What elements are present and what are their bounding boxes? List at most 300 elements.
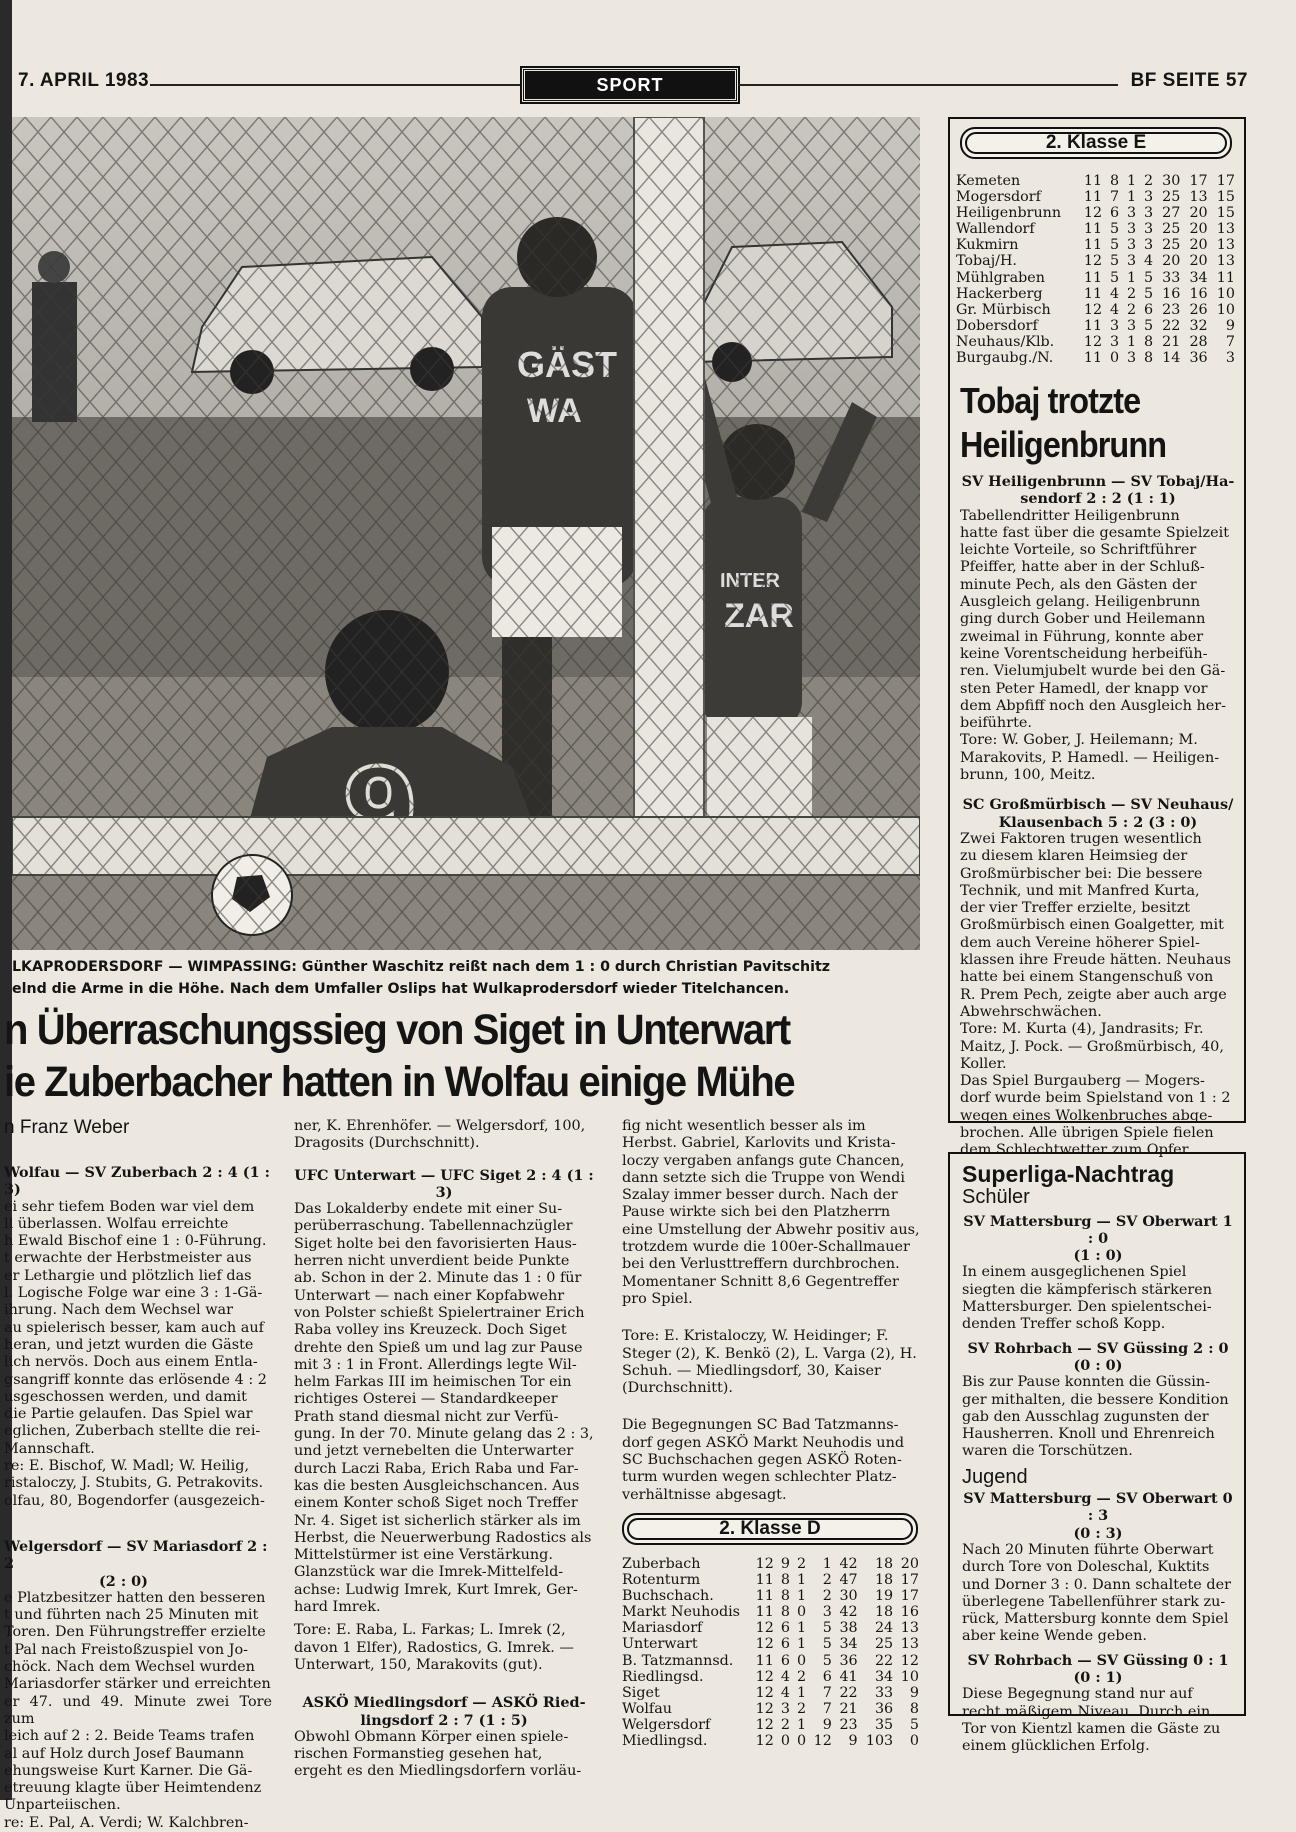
- text-line: mit 3 : 1 in Front. Allerdings legte Wil-: [294, 1356, 577, 1373]
- text-line: e Platzbesitzer hatten den besseren: [4, 1589, 266, 1606]
- stat-cell: 33: [874, 1684, 894, 1701]
- team-name: Mariasdorf: [622, 1620, 703, 1637]
- col1-para2: [4, 1590, 272, 1815]
- stat-cell: 30: [839, 1588, 858, 1605]
- team-name: Burgaubg./N.: [956, 350, 1054, 367]
- stat-cell: 30: [1162, 173, 1181, 189]
- stat-cell: 6: [780, 1620, 790, 1637]
- stat-cell: 2: [796, 1668, 807, 1685]
- game-heading: SV Rohrbach — SV Güssing 2 : 0: [967, 1339, 1229, 1357]
- stat-cell: 20: [1189, 253, 1208, 270]
- text-line: brochen. Alle übrigen Spiele fielen: [960, 1124, 1214, 1141]
- text-line: h Ewald Bischof eine 1 : 0-Führung.: [4, 1233, 267, 1250]
- text-line: Tore: M. Kurta (4), Jandrasits; Fr.: [960, 1021, 1204, 1038]
- text-line: ll überlassen. Wolfau erreichte: [4, 1215, 229, 1232]
- superliga-box: [948, 1152, 1246, 1755]
- text-line: Herbst, die Neuerwerbung Radostics als: [294, 1529, 592, 1546]
- article-column-1: [4, 1164, 272, 1832]
- stat-cell: 16: [1162, 285, 1181, 302]
- text-line: ner, K. Ehrenhöfer. — Welgersdorf, 100,: [294, 1118, 586, 1134]
- team-name: Buchschach.: [622, 1588, 714, 1605]
- stat-cell: 11: [1216, 269, 1235, 286]
- text-line: gung. In der 70. Minute gelang das 2 : 3,: [294, 1426, 594, 1443]
- text-line: einem Konter schoß Siget noch Treffer: [294, 1495, 578, 1512]
- text-line: Marakovits, P. Hamedl. — Heiligen-: [960, 749, 1220, 766]
- standings-e-title: 2. Klasse E: [1045, 132, 1147, 153]
- stat-cell: 1: [796, 1684, 807, 1701]
- text-line: Glanzstück war die Imrek-Mittelfeld-: [294, 1564, 564, 1581]
- stat-cell: 10: [900, 1668, 919, 1685]
- text-line: einem glücklichen Erfolg.: [962, 1738, 1150, 1755]
- stat-cell: 42: [839, 1604, 858, 1621]
- game-heading-score: Klausenbach 5 : 2 (3 : 0): [998, 813, 1198, 831]
- stat-cell: 12: [755, 1636, 774, 1653]
- stat-cell: 3: [1109, 333, 1120, 350]
- spacer: [294, 1674, 594, 1694]
- team-name: Hackerberg: [956, 285, 1043, 302]
- stat-cell: 22: [1162, 317, 1181, 334]
- stat-cell: 23: [839, 1716, 858, 1733]
- text-line: gab den Ausschlag zugunsten der: [962, 1408, 1209, 1425]
- stat-cell: 38: [839, 1620, 858, 1637]
- stat-cell: 2: [796, 1700, 807, 1717]
- stat-cell: 12: [900, 1652, 919, 1669]
- stat-cell: 12: [1083, 205, 1103, 222]
- text-line: t Pal nach Freistoßzuspiel von Jo-: [4, 1641, 249, 1658]
- text-line: Mittelstürmer ist eine Verstärkung.: [294, 1547, 553, 1564]
- stat-cell: 20: [900, 1556, 919, 1572]
- stat-cell: 7: [822, 1700, 832, 1717]
- standings-row: [622, 1669, 922, 1685]
- text-line: davon 1 Elfer), Radostics, G. Imrek. —: [294, 1639, 574, 1656]
- text-line: Tabellendritter Heiligenbrunn: [960, 507, 1180, 524]
- text-line: dem Abpfiff noch den Ausgleich her-: [960, 697, 1226, 714]
- stat-cell: 20: [1189, 221, 1208, 238]
- stat-cell: 36: [874, 1700, 894, 1717]
- text-line: Mattersburger. Den spielentschei-: [962, 1299, 1212, 1316]
- text-line: ei sehr tiefem Boden war viel dem: [4, 1198, 255, 1215]
- text-line: gsangriff konnte das erlösende 4 : 2: [4, 1371, 267, 1388]
- text-line: (Durchschnitt).: [622, 1380, 733, 1397]
- spacer: [4, 1510, 272, 1524]
- text-line: ger mithalten, die bessere Kondition: [962, 1391, 1229, 1408]
- stat-cell: 11: [1083, 189, 1103, 206]
- stat-cell: 1: [822, 1556, 832, 1572]
- spacer: [622, 1397, 922, 1417]
- game-heading: UFC Unterwart — UFC Siget 2 : 4 (1 : 3): [294, 1166, 594, 1201]
- text-line: Diese Begegnung stand nur auf: [962, 1686, 1193, 1703]
- text-line: keine Vorentscheidung herbeifüh-: [960, 645, 1208, 662]
- spacer: [294, 1153, 594, 1167]
- stat-cell: 13: [1216, 253, 1235, 270]
- stat-cell: 6: [780, 1636, 790, 1653]
- game-heading-score: (1 : 0): [1073, 1247, 1123, 1265]
- col3-para0: [622, 1118, 922, 1308]
- text-line: Hausherren. Knoll und Ehrenreich: [962, 1426, 1215, 1443]
- team-name: Kukmirn: [956, 237, 1019, 254]
- stat-cell: 36: [1189, 350, 1208, 367]
- stat-cell: 47: [839, 1572, 858, 1589]
- text-line: dorf gegen ASKÖ Markt Neuhodis und: [622, 1434, 905, 1451]
- standings-row: [622, 1717, 922, 1733]
- text-line: recht mäßigem Niveau. Durch ein: [962, 1703, 1211, 1720]
- text-line: achse: Ludwig Imrek, Kurt Imrek, Ger-: [294, 1581, 578, 1598]
- text-line: Prath stand diesmal nicht zur Verfü-: [294, 1408, 559, 1425]
- text-line: eglichen, Zuberbach stellte die rei-: [4, 1423, 261, 1440]
- standings-row: [956, 334, 1238, 350]
- standings-row: [956, 302, 1238, 318]
- team-name: Gr. Mürbisch: [956, 301, 1051, 318]
- text-line: loczy vergaben anfangs gute Chancen,: [622, 1152, 905, 1169]
- stat-cell: 27: [1162, 205, 1181, 222]
- text-line: au spielerisch besser, kam auch auf: [4, 1319, 264, 1336]
- text-line: durch Tore von Doleschal, Kuktits: [962, 1559, 1210, 1576]
- standings-row: [956, 350, 1238, 366]
- stat-cell: 5: [1144, 269, 1154, 286]
- text-line: SC Buchschachen gegen ASKÖ Roten-: [622, 1452, 902, 1469]
- byline: n Franz Weber: [4, 1117, 130, 1138]
- caption-line-2: elnd die Arme in die Höhe. Nach dem Umfaller Oslips hat Wulkaprodersdorf wieder Titelchancen.: [12, 981, 790, 997]
- standings-row: [622, 1604, 922, 1620]
- text-line: klassen ihre Freude hätten. Neuhaus: [960, 952, 1232, 969]
- stat-cell: 11: [755, 1588, 774, 1605]
- standings-row: [956, 173, 1238, 189]
- stat-cell: 1: [796, 1572, 807, 1589]
- text-line: zweimal in Führung, konnte aber: [960, 628, 1204, 645]
- standings-row: [956, 221, 1238, 237]
- stat-cell: 8: [1144, 333, 1154, 350]
- text-line: Siget holte bei den favorisierten Haus-: [294, 1235, 577, 1252]
- text-line: ging durch Gober und Heilemann: [960, 611, 1206, 628]
- text-line: usgeschossen werden, und damit: [4, 1388, 247, 1405]
- text-line: ehungsweise Kurt Karner. Die Gä-: [4, 1762, 253, 1779]
- stat-cell: 5: [1144, 317, 1154, 334]
- text-line: perüberraschung. Tabellennachzügler: [294, 1218, 573, 1235]
- text-line: leichte Vorteile, so Schriftführer: [960, 542, 1197, 559]
- stat-cell: 16: [1189, 285, 1208, 302]
- stat-cell: 13: [1216, 221, 1235, 238]
- stat-cell: 21: [839, 1700, 858, 1717]
- stat-cell: 3: [1144, 221, 1154, 238]
- text-line: R. Prem Pech, zeigte aber auch arge: [960, 986, 1227, 1003]
- text-line: Das Spiel Burgauberg — Mogers-: [960, 1073, 1205, 1090]
- game-heading: SV Mattersburg — SV Oberwart 1 : 0: [963, 1212, 1233, 1247]
- stat-cell: 2: [1126, 285, 1137, 302]
- stat-cell: 32: [1189, 317, 1208, 334]
- text-line: zu diesem klaren Heimsieg der: [960, 848, 1188, 865]
- right2-para4: [962, 1686, 1234, 1755]
- text-line: Zwei Faktoren trugen wesentlich: [960, 830, 1202, 847]
- text-line: Ausgleich gelang. Heiligenbrunn: [960, 594, 1201, 611]
- tobaj-headline-2: Heiligenbrunn: [960, 424, 1167, 465]
- standings-row: [622, 1588, 922, 1604]
- stat-cell: 17: [900, 1572, 919, 1589]
- text-line: trotzdem wurde die 100er-Schallmauer: [622, 1239, 910, 1256]
- stat-cell: 3: [1225, 350, 1235, 367]
- stat-cell: 7: [1109, 189, 1120, 206]
- stat-cell: 8: [1144, 350, 1154, 367]
- standings-row: [956, 270, 1238, 286]
- stat-cell: 3: [1126, 253, 1137, 270]
- col3-para1: [622, 1417, 922, 1503]
- text-line: Toren. Den Führungstreffer erzielte: [4, 1624, 266, 1641]
- stat-cell: 16: [900, 1604, 919, 1621]
- superliga-article: [962, 1161, 1234, 1756]
- text-line: Dragosits (Durchschnitt).: [294, 1135, 480, 1152]
- stat-cell: 14: [1162, 350, 1181, 367]
- game-heading-score: (0 : 3): [1073, 1524, 1123, 1542]
- standings-row: [956, 286, 1238, 302]
- text-line: heran, und jetzt wurden die Gäste: [4, 1336, 254, 1353]
- text-line: Tore: E. Raba, L. Farkas; L. Imrek (2,: [294, 1622, 566, 1639]
- stat-cell: 35: [874, 1716, 894, 1733]
- stat-cell: 11: [755, 1652, 774, 1669]
- stat-cell: 3: [1126, 205, 1137, 222]
- standings-d-banner: [622, 1513, 918, 1545]
- standings-d-title: 2. Klasse D: [719, 1518, 821, 1539]
- team-name: Kemeten: [956, 173, 1021, 189]
- stat-cell: 11: [1083, 237, 1103, 254]
- text-line: hatte bei einem Stangenschuß von: [960, 969, 1214, 986]
- header-rule-left: [150, 84, 520, 86]
- text-line: t und führten nach 25 Minuten mit: [4, 1607, 259, 1624]
- tobaj-box: [948, 117, 1246, 1159]
- stat-cell: 8: [780, 1572, 790, 1589]
- text-line: etreuung klagte über Heimtendenz: [4, 1780, 262, 1797]
- stat-cell: 12: [755, 1556, 774, 1572]
- spacer: [4, 1524, 272, 1538]
- stat-cell: 24: [874, 1620, 894, 1637]
- text-line: Pause wirkte sich bei den Platzherrn: [622, 1204, 891, 1221]
- stat-cell: 3: [1126, 317, 1137, 334]
- col1-scorers1: [4, 1458, 272, 1510]
- stat-cell: 5: [1109, 221, 1120, 238]
- stat-cell: 0: [796, 1652, 807, 1669]
- text-line: Tore: W. Gober, J. Heilemann; M.: [960, 732, 1198, 749]
- stat-cell: 4: [780, 1684, 790, 1701]
- stat-cell: 11: [1083, 221, 1103, 238]
- header-rule-right: [738, 84, 1118, 86]
- stat-cell: 12: [755, 1733, 774, 1750]
- stat-cell: 20: [1189, 237, 1208, 254]
- right1-para3: [960, 1073, 1236, 1159]
- stat-cell: 25: [874, 1636, 894, 1653]
- team-name: Unterwart: [622, 1636, 698, 1653]
- standings-row: [622, 1653, 922, 1669]
- text-line: wegen eines Wolkenbruches abge-: [960, 1107, 1213, 1124]
- stat-cell: 7: [1225, 333, 1235, 350]
- text-line: waren die Torschützen.: [962, 1443, 1133, 1460]
- text-line: hatte fast über die gesamte Spielzeit: [960, 524, 1229, 541]
- text-line: Nach 20 Minuten führte Oberwart: [962, 1541, 1214, 1558]
- stat-cell: 3: [1126, 237, 1137, 254]
- game-heading: Welgersdorf — SV Mariasdorf 2 : 2: [4, 1537, 268, 1573]
- stat-cell: 1: [796, 1636, 807, 1653]
- text-line: re: E. Bischof, W. Madl; W. Heilig,: [4, 1458, 250, 1475]
- stat-cell: 9: [1225, 317, 1235, 334]
- text-line: drehte den Spieß um und lag zur Pause: [294, 1339, 583, 1356]
- stat-cell: 42: [839, 1556, 858, 1572]
- text-line: chöck. Nach dem Wechsel wurden: [4, 1659, 255, 1676]
- stat-cell: 33: [1162, 269, 1181, 286]
- stat-cell: 3: [780, 1700, 790, 1717]
- stat-cell: 11: [1083, 173, 1103, 189]
- text-line: Schuh. — Miedlingsdorf, 30, Kaiser: [622, 1362, 881, 1379]
- stat-cell: 1: [1126, 269, 1137, 286]
- standings-row: [622, 1620, 922, 1636]
- superliga-title: Superliga-Nachtrag: [962, 1161, 1175, 1187]
- team-name: Wolfau: [622, 1700, 672, 1717]
- stat-cell: 1: [1126, 173, 1137, 189]
- standings-row: [956, 237, 1238, 253]
- col1-para1: [4, 1199, 272, 1458]
- stat-cell: 15: [1216, 205, 1235, 222]
- game-heading: ASKÖ Miedlingsdorf — ASKÖ Ried-: [302, 1694, 586, 1712]
- stat-cell: 3: [1126, 221, 1137, 238]
- stat-cell: 5: [909, 1716, 919, 1733]
- team-name: Zuberbach: [622, 1556, 701, 1572]
- stat-cell: 13: [900, 1636, 919, 1653]
- text-line: Raba volley ins Kreuzeck. Doch Siget: [294, 1322, 567, 1339]
- text-line: Mariasdorfer stärker und erreichten: [4, 1676, 271, 1693]
- stat-cell: 1: [796, 1716, 807, 1733]
- stat-cell: 2: [780, 1716, 790, 1733]
- text-line: Technik, und mit Manfred Kurta,: [960, 882, 1200, 899]
- text-line: In einem ausgeglichenen Spiel: [962, 1264, 1187, 1281]
- stat-cell: 4: [1144, 253, 1154, 270]
- game-heading: SV Rohrbach — SV Güssing 0 : 1: [967, 1651, 1229, 1669]
- stat-cell: 12: [755, 1716, 774, 1733]
- text-line: Momentaner Schnitt 8,6 Gegentreffer: [622, 1273, 899, 1290]
- stat-cell: 34: [839, 1636, 858, 1653]
- article-column-3: [622, 1118, 922, 1504]
- text-line: durch Laczi Raba, Erich Raba und Far-: [294, 1460, 579, 1477]
- text-line: und jetzt vernebelten die Unterwarter: [294, 1443, 574, 1460]
- text-line: die Partie gelaufen. Das Spiel war: [4, 1406, 253, 1423]
- text-line: fig nicht wesentlich besser als im: [622, 1118, 866, 1134]
- team-name: Mogersdorf: [956, 189, 1041, 206]
- text-line: bei den Verlusttreffern durchbrochen.: [622, 1256, 900, 1273]
- stat-cell: 5: [1109, 269, 1120, 286]
- text-line: pro Spiel.: [622, 1290, 693, 1307]
- text-line: l. Logische Folge war eine 3 : 1-Gä-: [4, 1285, 263, 1302]
- standings-row: [622, 1733, 922, 1749]
- text-line: helm Farkas III im heimischen Tor ein: [294, 1374, 572, 1391]
- text-line: dem auch Vereine höherer Spiel-: [960, 934, 1200, 951]
- stat-cell: 7: [822, 1684, 832, 1701]
- right1-para2: [960, 831, 1236, 1021]
- text-line: olfau, 80, Bogendorfer (ausgezeich-: [4, 1492, 265, 1509]
- text-line: Die Begegnungen SC Bad Tatzmanns-: [622, 1417, 899, 1434]
- text-line: leich auf 2 : 2. Beide Teams trafen: [4, 1728, 255, 1745]
- text-line: ihrung. Nach dem Wechsel war: [4, 1302, 233, 1319]
- right1-para1: [960, 508, 1236, 733]
- text-line: rück, Mattersburg konnte dem Spiel: [962, 1611, 1229, 1628]
- text-line: dann setzte sich die Truppe von Wendi: [622, 1169, 905, 1186]
- stat-cell: 9: [822, 1716, 832, 1733]
- standings-d-table: [622, 1556, 922, 1749]
- standings-row: [622, 1636, 922, 1652]
- stat-cell: 22: [839, 1684, 858, 1701]
- text-line: dorf wurde beim Spielstand von 1 : 2: [960, 1090, 1231, 1107]
- team-name: Dobersdorf: [956, 317, 1038, 334]
- game-heading: SV Mattersburg — SV Oberwart 0 : 3: [963, 1490, 1233, 1525]
- col2-scorers1: [294, 1622, 594, 1674]
- team-name: B. Tatzmannsd.: [622, 1652, 734, 1669]
- game-heading-score: (0 : 1): [1073, 1669, 1123, 1687]
- stat-cell: 5: [1109, 237, 1120, 254]
- text-line: Tore: E. Kristaloczy, W. Heidinger; F.: [622, 1328, 889, 1345]
- text-line: Unparteiischen.: [4, 1797, 121, 1814]
- stat-cell: 6: [1144, 301, 1154, 318]
- stat-cell: 4: [1109, 301, 1120, 318]
- stat-cell: 5: [822, 1620, 832, 1637]
- stat-cell: 1: [796, 1620, 807, 1637]
- spacer: [960, 784, 1236, 796]
- standings-row: [622, 1701, 922, 1717]
- stat-cell: 18: [874, 1572, 894, 1589]
- text-line: t erwachte der Herbstmeister aus: [4, 1250, 252, 1267]
- standings-row: [622, 1572, 922, 1588]
- stat-cell: 5: [822, 1636, 832, 1653]
- stat-cell: 0: [796, 1733, 807, 1750]
- stat-cell: 6: [780, 1652, 790, 1669]
- stat-cell: 11: [1083, 317, 1103, 334]
- stat-cell: 11: [755, 1572, 774, 1589]
- text-line: brunn, 100, Meitz.: [960, 767, 1096, 784]
- stat-cell: 18: [874, 1604, 894, 1621]
- text-line: lich nervös. Doch aus einem Entla-: [4, 1354, 258, 1371]
- text-line: Abwehrschwächen.: [960, 1003, 1102, 1020]
- stat-cell: 3: [1144, 237, 1154, 254]
- stat-cell: 25: [1162, 237, 1181, 254]
- stat-cell: 8: [780, 1604, 790, 1621]
- standings-row: [956, 318, 1238, 334]
- game-heading: SC Großmürbisch — SV Neuhaus/: [962, 796, 1234, 814]
- stat-cell: 0: [780, 1733, 790, 1750]
- stat-cell: 5: [822, 1652, 832, 1669]
- text-line: Das Lokalderby endete mit einer Su-: [294, 1201, 563, 1218]
- text-line: Unterwart, 150, Marakovits (gut).: [294, 1656, 543, 1673]
- game-heading: SV Heiligenbrunn — SV Tobaj/Ha-: [961, 473, 1235, 490]
- stat-cell: 18: [874, 1556, 894, 1572]
- team-name: Miedlingsd.: [622, 1733, 708, 1750]
- text-line: minute Pech, als den Gästen der: [960, 576, 1197, 593]
- right1-scorers1: [960, 732, 1236, 784]
- stat-cell: 8: [780, 1588, 790, 1605]
- stat-cell: 11: [1083, 285, 1103, 302]
- text-line: ren. Vielumjubelt wurde bei den Gä-: [960, 663, 1226, 680]
- stat-cell: 11: [1083, 269, 1103, 286]
- stat-cell: 12: [1083, 333, 1103, 350]
- stat-cell: 25: [1162, 189, 1181, 206]
- text-line: Obwohl Obmann Körper einen spiele-: [294, 1728, 569, 1745]
- right2-para2: [962, 1374, 1234, 1460]
- stat-cell: 103: [865, 1733, 894, 1750]
- stat-cell: 2: [1126, 301, 1137, 318]
- text-line: Nr. 4. Siget ist sicherlich stärker als im: [294, 1512, 581, 1529]
- text-line: kas die besten Ausgleichschancen. Aus: [294, 1477, 580, 1494]
- stat-cell: 2: [822, 1588, 832, 1605]
- text-line: beiführte.: [960, 715, 1032, 732]
- team-name: Markt Neuhodis: [622, 1604, 741, 1621]
- text-line: siegten die kämpferisch stärkeren: [962, 1281, 1213, 1298]
- right1-scorers2: [960, 1021, 1236, 1073]
- stat-cell: 17: [1189, 173, 1208, 189]
- stat-cell: 25: [1162, 221, 1181, 238]
- stat-cell: 17: [1216, 173, 1235, 189]
- text-line: dem Schlechtwetter zum Opfer.: [960, 1142, 1192, 1159]
